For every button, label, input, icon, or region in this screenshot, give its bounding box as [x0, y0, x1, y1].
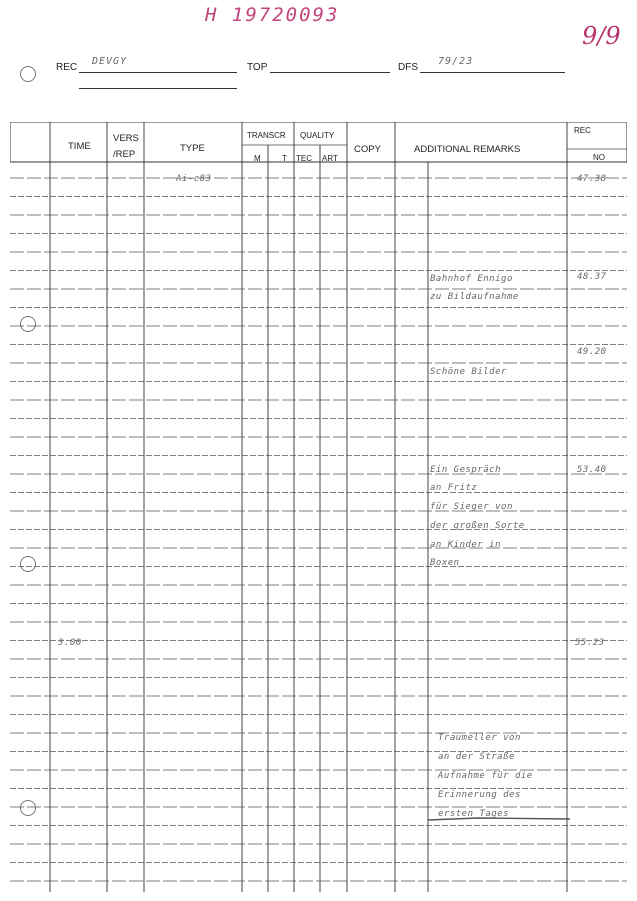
entry-remark-4d: der großen Sorte — [430, 521, 525, 531]
entry-remark-1a: Bahnhof Ennigo — [430, 274, 513, 284]
row-rules — [10, 145, 627, 881]
rec-label: REC — [56, 62, 78, 73]
entry-remark-4e: an Kinder in — [430, 540, 502, 550]
entry-remark-4b: an Fritz — [430, 483, 478, 493]
entry-remark-5b: an der Straße — [438, 752, 515, 762]
handwritten-reference-number: H 19720093 — [205, 4, 340, 26]
entry-remark-4f: Boxen — [430, 558, 460, 568]
log-table — [10, 122, 627, 892]
rec-field-line — [79, 72, 237, 73]
entry-remark-3: Schöne Bilder — [430, 367, 507, 377]
column-quality-tec: TEC — [296, 154, 312, 163]
column-rec: REC — [574, 126, 591, 135]
column-time: TIME — [68, 141, 91, 152]
header-frame — [10, 122, 627, 162]
column-transcr-t: T — [282, 154, 287, 163]
column-transcr-m: M — [254, 154, 261, 163]
entry-rec-3: 49.20 — [577, 347, 607, 357]
entry-time-5: 3.00 — [58, 638, 82, 648]
top-field-line — [270, 72, 390, 73]
entry-remark-5a: Traumeller von — [438, 733, 521, 743]
rec-field-line-2 — [79, 88, 237, 89]
dfs-label: DFS — [398, 62, 418, 73]
entry-remark-1b: zu Bildaufnahme — [430, 292, 519, 302]
entry-rec-2: 48.37 — [577, 272, 607, 282]
entry-rec-4: 53.40 — [577, 465, 607, 475]
entry-remark-4a: Ein Gespräch — [430, 465, 502, 475]
handwritten-page-mark: 9/9 — [582, 22, 621, 50]
entry-remark-5e: ersten Tages — [438, 809, 510, 819]
rec-value: DEVGY — [92, 56, 128, 67]
column-transcr: TRANSCR — [247, 131, 286, 140]
column-additional-remarks: ADDITIONAL REMARKS — [414, 144, 521, 155]
punch-hole-1 — [20, 66, 36, 82]
column-quality: QUALITY — [300, 131, 335, 140]
entry-type-1: Ai-c83 — [176, 174, 212, 184]
entry-remark-4c: für Sieger von — [430, 502, 513, 512]
column-rep: /REP — [113, 149, 136, 160]
column-vers: VERS — [113, 133, 139, 144]
dfs-field-line — [420, 72, 565, 73]
column-type: TYPE — [180, 143, 205, 154]
entry-rec-1: 47.38 — [577, 174, 607, 184]
entry-remark-5c: Aufnahme für die — [438, 771, 533, 781]
entry-rec-5: 55.23 — [575, 638, 605, 648]
column-quality-art: ART — [322, 154, 338, 163]
column-rec-no: NO — [593, 153, 605, 162]
top-label: TOP — [247, 62, 268, 73]
dfs-value: 79/23 — [438, 56, 474, 67]
column-copy: COPY — [354, 144, 381, 155]
entry-remark-5d: Erinnerung des — [438, 790, 521, 800]
